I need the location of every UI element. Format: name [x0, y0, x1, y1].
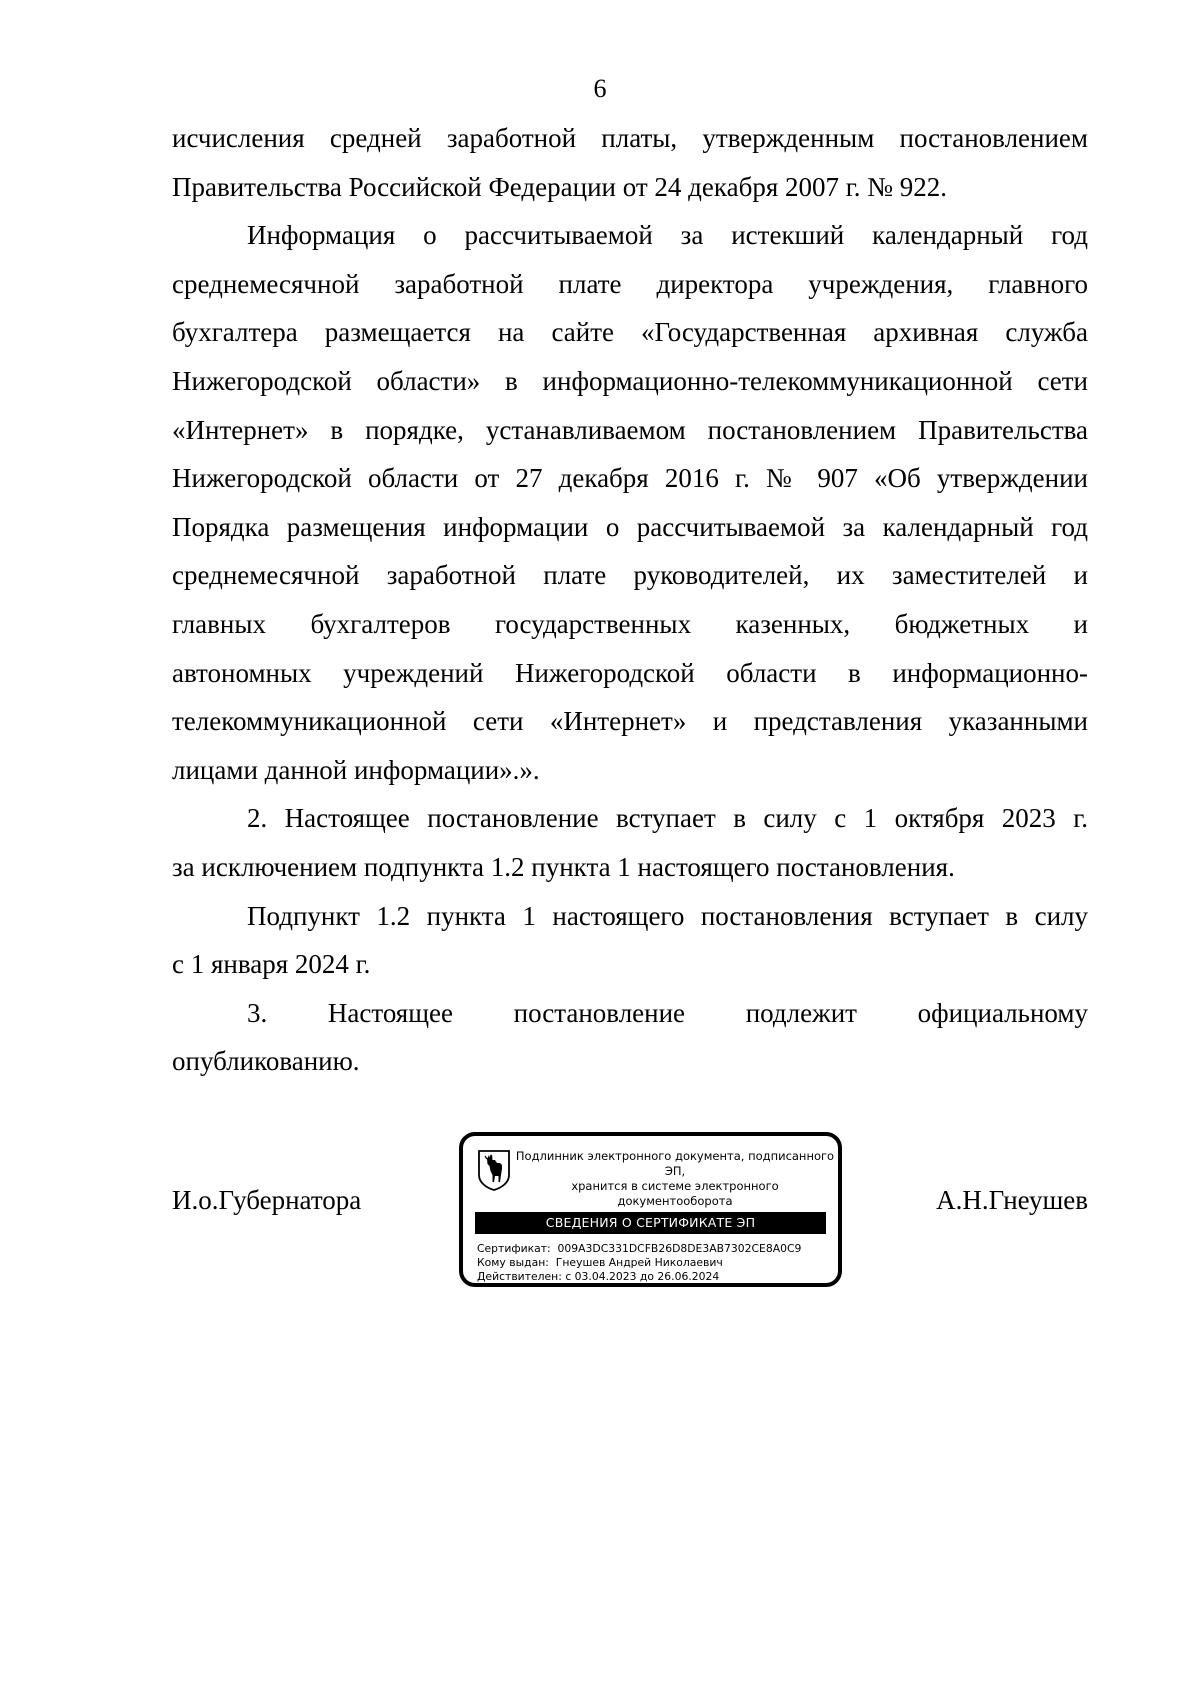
electronic-signature-stamp [459, 1132, 842, 1287]
text-line: главных бухгалтеров государственных казенных, бюджетных и [172, 608, 1088, 639]
text-line: автономных учреждений Нижегородской области в информационно- [172, 657, 1088, 688]
text-line: лицами данной информации».». [172, 754, 540, 785]
paragraph-continuation [172, 114, 1088, 211]
signatory-position: И.о.Губернатора [172, 1185, 362, 1215]
issued-to-row [477, 1256, 827, 1270]
text-line: Порядка размещения информации о рассчитываемой за календарный год [172, 511, 1088, 542]
text-line: исчисления средней заработной платы, утвержденным постановлением [172, 123, 1088, 153]
stamp-certificate-details [477, 1242, 827, 1284]
valid-value: с 03.04.2023 до 26.06.2024 [565, 1270, 720, 1283]
text-line: 3. Настоящее постановление подлежит официальному [247, 997, 1088, 1028]
text-line: за исключением подпункта 1.2 пункта 1 настоящего постановления. [172, 851, 955, 882]
stamp-header [515, 1149, 835, 1209]
certificate-label: Сертификат: [477, 1242, 551, 1255]
text-line: Подпункт 1.2 пункта 1 настоящего постановления вступает в силу [247, 900, 1088, 931]
certificate-value: 009A3DC331DCFB26D8DE3AB7302CE8A0C9 [557, 1242, 802, 1255]
paragraph-effective-date [172, 794, 1088, 891]
stamp-header-line: Подлинник электронного документа, подписанного ЭП, [515, 1149, 835, 1178]
stamp-header-line: хранится в системе электронного документооборота [571, 1179, 779, 1208]
text-line: Правительства Российской Федерации от 24 декабря 2007 г. № 922. [172, 171, 948, 202]
paragraph-publication [172, 989, 1088, 1086]
text-line: Нижегородской области от 27 декабря 2016 г. № 907 «Об утверждении [172, 463, 1088, 494]
valid-label: Действителен: [477, 1270, 562, 1283]
document-body [172, 114, 1088, 1086]
text-line: Информация о рассчитываемой за истекший календарный год [247, 220, 1088, 251]
valid-row [477, 1270, 827, 1284]
text-line: «Интернет» в порядке, устанавливаемом постановлением Правительства [172, 414, 1088, 445]
issued-to-label: Кому выдан: [477, 1256, 549, 1269]
text-line: среднемесячной заработной плате директора учреждения, главного [172, 268, 1088, 299]
text-line: среднемесячной заработной плате руководителей, их заместителей и [172, 560, 1088, 591]
text-line: бухгалтера размещается на сайте «Государственная архивная служба [172, 317, 1088, 348]
nizhny-novgorod-deer-emblem-icon [477, 1149, 511, 1191]
paragraph-subpoint-effective-date [172, 892, 1088, 989]
text-line: с 1 января 2024 г. [172, 949, 371, 980]
certificate-row [477, 1242, 827, 1256]
page-number: 6 [593, 74, 607, 103]
issued-to-value: Гнеушев Андрей Николаевич [555, 1256, 723, 1269]
text-line: Нижегородской области» в информационно-телекоммуникационной сети [172, 365, 1088, 396]
paragraph-salary-information [172, 211, 1088, 794]
text-line: телекоммуникационной сети «Интернет» и представления указанными [172, 706, 1088, 737]
text-line: 2. Настоящее постановление вступает в силу с 1 октября 2023 г. [247, 803, 1088, 834]
text-line: опубликованию. [172, 1046, 360, 1077]
signatory-name: А.Н.Гнеушев [936, 1185, 1088, 1215]
stamp-certificate-title: СВЕДЕНИЯ О СЕРТИФИКАТЕ ЭП [475, 1212, 826, 1234]
